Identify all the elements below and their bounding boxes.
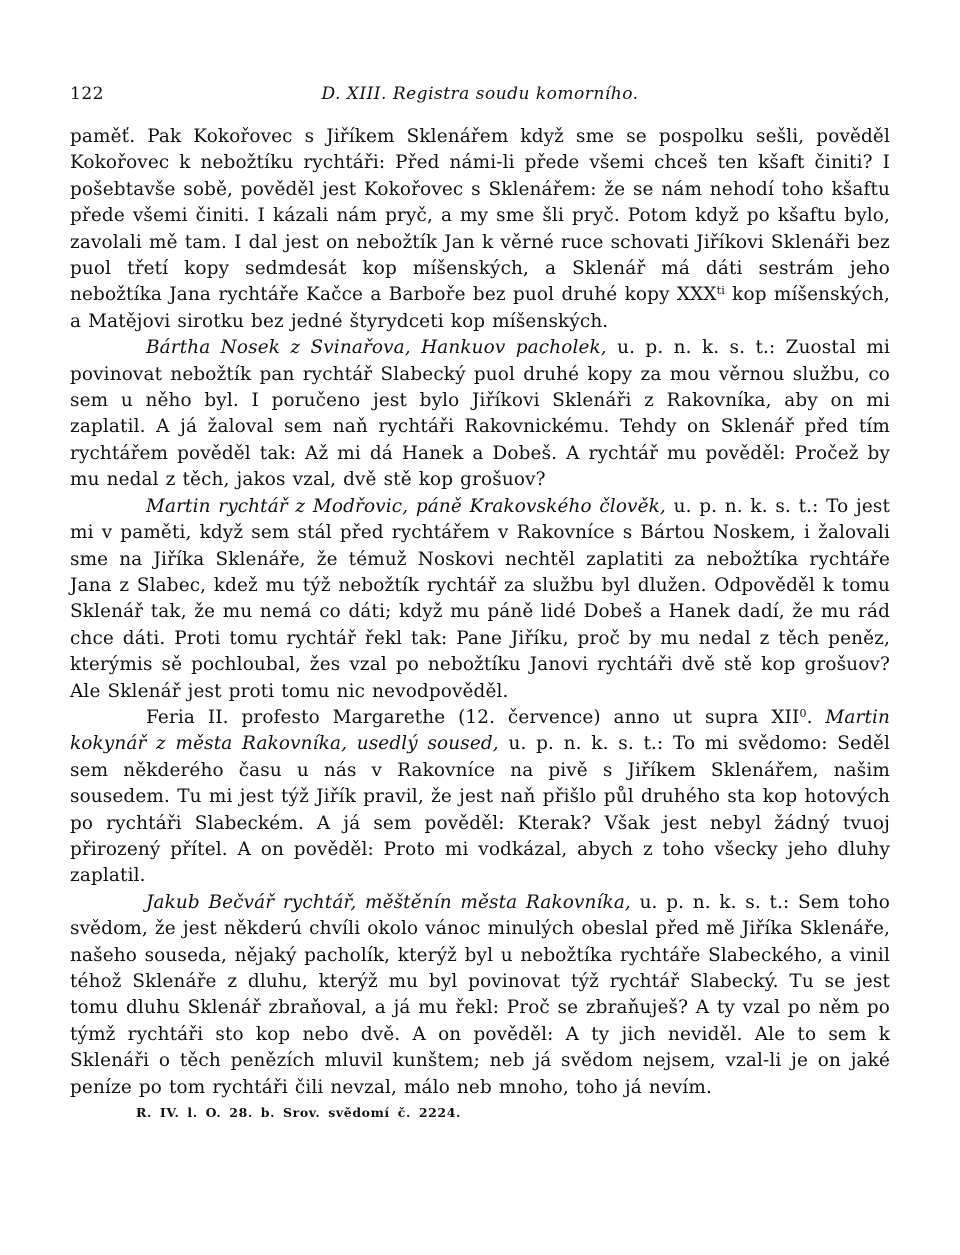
text-segment: .: [806, 706, 826, 728]
paragraph: [70, 494, 890, 705]
text-segment: u. p. n. k. s. t.: To mi svědomo: Seděl sem někderého času u nás v Rakovníce na pivě s Jiříkem Sklenářem, našim sousedem. Tu mi jest týž Jiřík pravil, že jest naň přišlo půl druhého sta kop hotových po rychtáři Slabeckém. A já sem pověděl: Kterak? Však jest nebyl žádný tvuoj přirozený přítel. A on pověděl: Proto mi vodkázal, abych z toho všecky jeho dluhy zaplatil.: [70, 733, 890, 887]
text-segment: u. p. n. k. s. t.: To jest mi v paměti, když sem stál před rychtářem v Rakovníce s Bártou Noskem, i žalovali sme na Jiříka Sklenáře, že témuž Noskovi nechtěl zaplatiti za nebožtíka rychtáře Jana z Slabec, kdež mu týž nebožtík rychtář za službu byl dlužen. Odpověděl k tomu Sklenář tak, že mu nemá co dáti; když mu páně lidé Dobeš a Hanek dadí, že mu rád chce dáti. Proti tomu rychtář řekl tak: Pane Jiříku, proč by mu nedal z těch peněz, kterýmis sě pochloubal, žes vzal po nebožtíku Janovi rychtáři dvě stě kop grošuov? Ale Sklenář jest proti tomu nic nevodpověděl.: [70, 495, 890, 702]
paragraph: [70, 124, 890, 335]
page-number: 122: [70, 84, 104, 104]
witness-name: Jakub Bečvář rychtář, měštěnín města Rakovníka,: [146, 891, 631, 913]
text-segment: Feria II. profesto Margarethe (12. července) anno ut supra XII: [146, 706, 800, 728]
footnote: R. IV. l. O. 28. b. Srov. svědomí č. 2224.: [136, 1105, 461, 1121]
paragraph: [70, 335, 890, 493]
running-head: [70, 84, 890, 118]
document-page: [70, 84, 890, 1120]
witness-name: Martin kokynář z města Rakovníka, usedlý soused,: [70, 706, 891, 755]
text-segment: u. p. n. k. s. t.: Sem toho svědom, že jest někderú chvíli okolo vánoc minulých obeslal před mě Jiříka Sklenáře, našeho souseda, nějaký pacholík, kterýž byl u nebožtíka rychtáře Slabeckého, a vinil téhož Sklenáře z dluhu, kterýž mu byl povinovat týž rychtář Slabecký. Tu se jest tomu dluhu Sklenář zbraňoval, a já mu řekl: Proč se zbraňuješ? A ty vzal po něm po týmž rychtáři sto kop nebo dvě. A on pověděl: A ty jich neviděl. Ale to sem k Sklenáři o těch penězích mluvil kunštem; neb já svědom nejsem, vzal-li je on jaké peníze po tom rychtáři čili nevzal, málo neb mnoho, toho já nevím.: [70, 891, 890, 1098]
superscript: ti: [716, 284, 725, 298]
witness-name: Martin rychtář z Modřovic, páně Krakovského člověk,: [146, 495, 666, 517]
paragraph: [70, 705, 890, 890]
text-segment: kop míšenských, a Matějovi sirotku bez jedné štyrydceti kop míšenských.: [70, 284, 891, 332]
superscript: 0: [799, 706, 807, 720]
text-segment: paměť. Pak Kokořovec s Jiříkem Sklenářem když sme se pospolku sešli, pověděl Kokořovec k nebožtíku rychtáři: Před námi-li přede všemi chceš ten kšaft činiti? I pošebtavše sobě, pověděl jest Kokořovec s Sklenářem: že se nám nehodí toho kšaftu přede všemi činiti. I kázali nám pryč, a my sme šli pryč. Potom když po kšaftu bylo, zavolali mě tam. I dal jest on nebožtík Jan k věrné ruce schovati Jiříkovi Sklenáři bez puol třetí kopy sedmdesát kop míšenských, a Sklenář má dáti sestrám jeho nebožtíka Jana rychtáře Kačce a Barboře bez puol druhé kopy XXX: [70, 126, 890, 306]
running-title: D. XIII. Registra soudu komorního.: [321, 84, 639, 104]
body-text: [70, 124, 890, 1101]
text-segment: u. p. n. k. s. t.: Zuostal mi povinovat nebožtík pan rychtář Slabecký puol druhé kopy za mou věrnou službu, co sem u něho byl. I poručeno jest bylo Jiříkovi Sklenáři z Rakovníka, aby on mi zaplatil. A já žaloval sem naň rychtáři Rakovnickému. Tehdy on Sklenář před tím rychtářem pověděl tak: Až mi dá Hanek a Dobeš. A rychtář mu pověděl: Pročež by mu nedal z těch, jakos vzal, dvě stě kop grošuov?: [70, 337, 890, 491]
paragraph: [70, 890, 890, 1101]
witness-name: Bártha Nosek z Svinařova, Hankuov pacholek,: [146, 337, 607, 359]
